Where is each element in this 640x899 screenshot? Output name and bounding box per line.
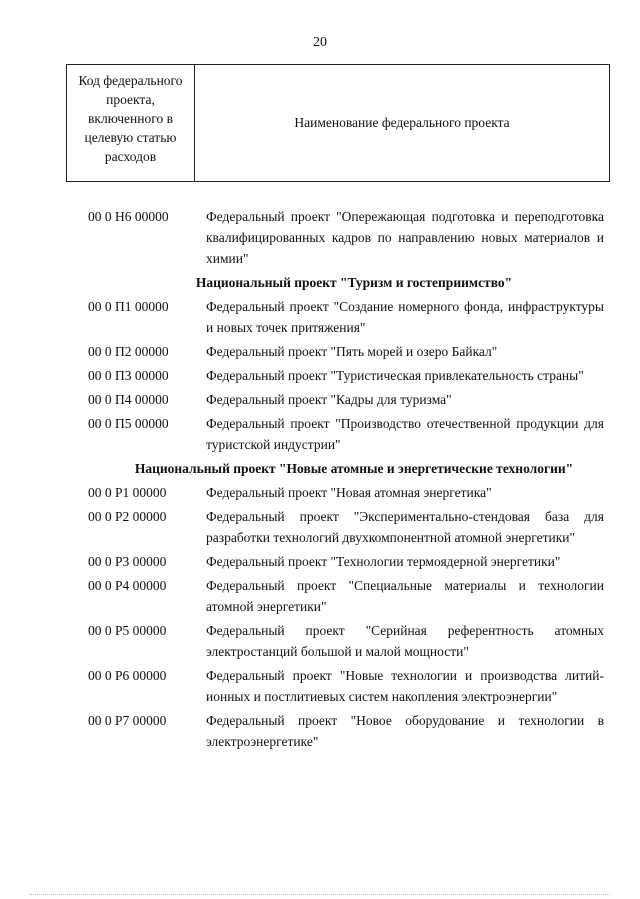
national-project-heading: Национальный проект "Туризм и гостеприимство" — [195, 275, 513, 290]
table-row — [88, 206, 604, 269]
table-row — [88, 389, 604, 410]
page-number: 20 — [313, 35, 327, 50]
name-column-header: Наименование федерального проекта — [294, 115, 510, 130]
table-row — [88, 296, 604, 338]
table-row — [88, 365, 604, 386]
project-name: Федеральный проект "Новые технологии и производства литий-ионных и постлитиевых систем накопления электроэнергии" — [206, 668, 604, 704]
project-name: Федеральный проект "Серийная референтность атомных электростанций большой и малой мощности" — [206, 623, 604, 659]
table-header — [66, 64, 610, 182]
project-code: 00 0 Р4 00000 — [88, 578, 167, 593]
table-row — [88, 575, 604, 617]
project-name: Федеральный проект "Специальные материалы и технологии атомной энергетики" — [206, 578, 604, 614]
project-code: 00 0 П4 00000 — [88, 392, 169, 407]
project-name: Федеральный проект "Кадры для туризма" — [206, 392, 452, 407]
project-code: 00 0 Н6 00000 — [88, 209, 169, 224]
table-row — [88, 710, 604, 752]
project-list — [88, 206, 604, 755]
project-name: Федеральный проект "Создание номерного фонда, инфраструктуры и новых точек притяжения" — [206, 299, 604, 335]
project-code: 00 0 Р1 00000 — [88, 485, 167, 500]
project-name: Федеральный проект "Технологии термоядерной энергетики" — [206, 554, 561, 569]
project-name: Федеральный проект "Экспериментально-стендовая база для разработки технологий двухкомпонентной атомной энергетики" — [206, 509, 604, 545]
table-row — [88, 506, 604, 548]
project-code: 00 0 П3 00000 — [88, 368, 169, 383]
project-name: Федеральный проект "Производство отечественной продукции для туристской индустрии" — [206, 416, 604, 452]
national-project-heading: Национальный проект "Новые атомные и энергетические технологии" — [134, 461, 574, 476]
table-row — [88, 341, 604, 362]
project-name: Федеральный проект "Туристическая привлекательность страны" — [206, 368, 584, 383]
project-name: Федеральный проект "Новая атомная энергетика" — [206, 485, 492, 500]
project-code: 00 0 П1 00000 — [88, 299, 169, 314]
project-code: 00 0 Р2 00000 — [88, 509, 167, 524]
project-code: 00 0 П5 00000 — [88, 416, 169, 431]
project-code: 00 0 Р7 00000 — [88, 713, 167, 728]
project-code: 00 0 П2 00000 — [88, 344, 169, 359]
table-row — [88, 413, 604, 455]
project-code: 00 0 Р3 00000 — [88, 554, 167, 569]
project-name: Федеральный проект "Новое оборудование и технологии в электроэнергетике" — [206, 713, 604, 749]
table-row — [88, 665, 604, 707]
project-name: Федеральный проект "Пять морей и озеро Байкал" — [206, 344, 498, 359]
code-column-header: Код федерального проекта, включенного в целевую статью расходов — [67, 65, 195, 181]
scan-edge-line — [30, 894, 610, 895]
project-code: 00 0 Р5 00000 — [88, 623, 167, 638]
table-row — [88, 620, 604, 662]
project-name: Федеральный проект "Опережающая подготовка и переподготовка квалифицированных кадров по направлению новых материалов и химии" — [206, 209, 604, 266]
table-row — [88, 482, 604, 503]
project-code: 00 0 Р6 00000 — [88, 668, 167, 683]
table-row — [88, 551, 604, 572]
